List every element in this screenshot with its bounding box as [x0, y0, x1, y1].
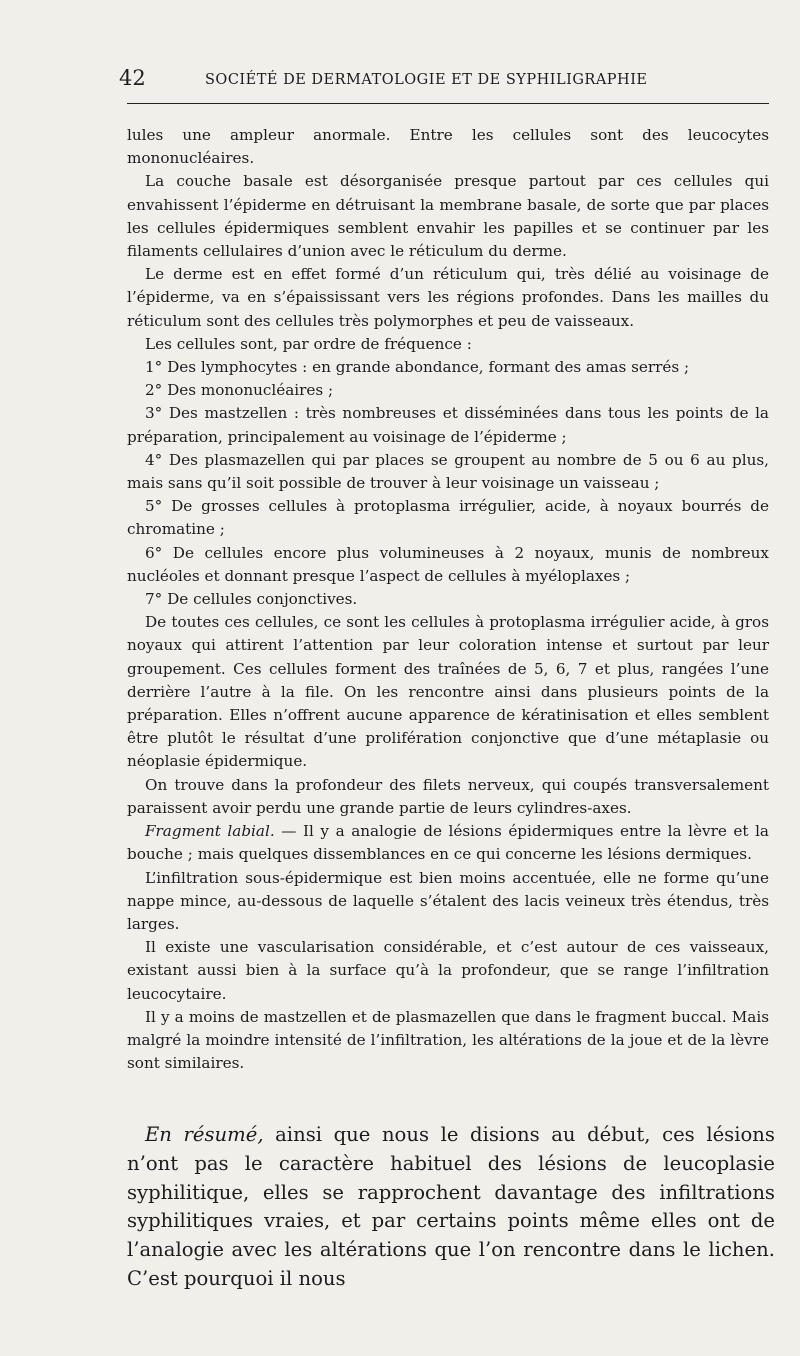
- list-item: 5° De grosses cellules à protoplasma irrégulier, acide, à noyaux bourrés de chromatine ;: [127, 497, 769, 539]
- page-number: 42: [119, 66, 146, 90]
- list-item: 6° De cellules encore plus volumineuses à 2 noyaux, munis de nombreux nucléoles et donnant presque l’aspect de cellules à myéloplaxes ;: [127, 543, 769, 585]
- paragraph: Il y a moins de mastzellen et de plasmazellen que dans le fragment buccal. Mais malgré la moindre intensité de l’infiltration, les altérations de la joue et de la lèvre sont similaires.: [127, 1007, 769, 1073]
- paragraph: Le derme est en effet formé d’un réticulum qui, très délié au voisinage de l’épiderme, va en s’épaississant vers les régions profondes. Dans les mailles du réticulum sont des cellules très polymorphes et peu de vaisseaux.: [127, 265, 769, 330]
- running-title: SOCIÉTÉ DE DERMATOLOGIE ET DE SYPHILIGRAPHIE: [205, 72, 648, 88]
- body-text: [127, 124, 769, 1075]
- paragraph: lules une ampleur anormale. Entre les cellules sont des leucocytes mononucléaires.: [127, 126, 769, 168]
- labial-text: — Il y a analogie de lésions épidermiques entre la lèvre et la bouche ; mais quelques dissemblances en ce qui concerne les lésions dermiques.: [127, 822, 769, 864]
- header-rule: [127, 103, 769, 104]
- paragraph: Les cellules sont, par ordre de fréquence :: [145, 334, 472, 353]
- summary-text: ainsi que nous le disions au début, ces lésions n’ont pas le caractère habituel des lésions de leucoplasie syphilitique, elles se rapprochent davantage des infiltrations syphilitiques vraies, et par certains points même elles ont de l’analogie avec les altérations que l’on rencontre dans le lichen. C’est pourquoi il nous: [127, 1123, 775, 1290]
- paragraph: Il existe une vascularisation considérable, et c’est autour de ces vaisseaux, existant aussi bien à la surface qu’à la profondeur, que se range l’infiltration leucocytaire.: [127, 938, 769, 1003]
- page-header: [119, 66, 769, 96]
- paragraph: On trouve dans la profondeur des filets nerveux, qui coupés transversalement paraissent avoir perdu une grande partie de leurs cylindres-axes.: [127, 775, 769, 817]
- summary-section: [127, 1121, 775, 1294]
- list-item: 7° De cellules conjonctives.: [145, 590, 358, 609]
- list-item: 2° Des mononucléaires ;: [145, 381, 334, 400]
- labial-paragraph: [127, 820, 769, 866]
- list-item: 1° Des lymphocytes : en grande abondance, formant des amas serrés ;: [145, 358, 690, 377]
- summary-paragraph: [127, 1121, 775, 1294]
- paragraph: L’infiltration sous-épidermique est bien moins accentuée, elle ne forme qu’une nappe mince, au-dessous de laquelle s’étalent des lacis veineux très étendus, très larges.: [127, 868, 769, 933]
- labial-heading: Fragment labial.: [145, 822, 275, 841]
- list-item: 3° Des mastzellen : très nombreuses et disséminées dans tous les points de la préparation, principalement au voisinage de l’épiderme ;: [127, 404, 769, 446]
- summary-lead: En résumé,: [145, 1123, 264, 1146]
- paragraph: De toutes ces cellules, ce sont les cellules à protoplasma irrégulier acide, à gros noyaux qui attirent l’attention par leur coloration intense et surtout par leur groupement. Ces cellules forment des traînées de 5, 6, 7 et plus, rangées l’une derrière l’autre à la file. On les rencontre ainsi dans plusieurs points de la préparation. Elles n’offrent aucune apparence de kératinisation et elles semblent être plutôt le résultat d’une prolifération conjonctive que d’une métaplasie ou néoplasie épidermique.: [127, 613, 769, 771]
- paragraph: La couche basale est désorganisée presque partout par ces cellules qui envahissent l’épiderme en détruisant la membrane basale, de sorte que par places les cellules épidermiques semblent envahir les papilles et se continuer par les filaments cellulaires d’union avec le réticulum du derme.: [127, 172, 769, 261]
- list-item: 4° Des plasmazellen qui par places se groupent au nombre de 5 ou 6 au plus, mais sans qu’il soit possible de trouver à leur voisinage un vaisseau ;: [127, 450, 769, 493]
